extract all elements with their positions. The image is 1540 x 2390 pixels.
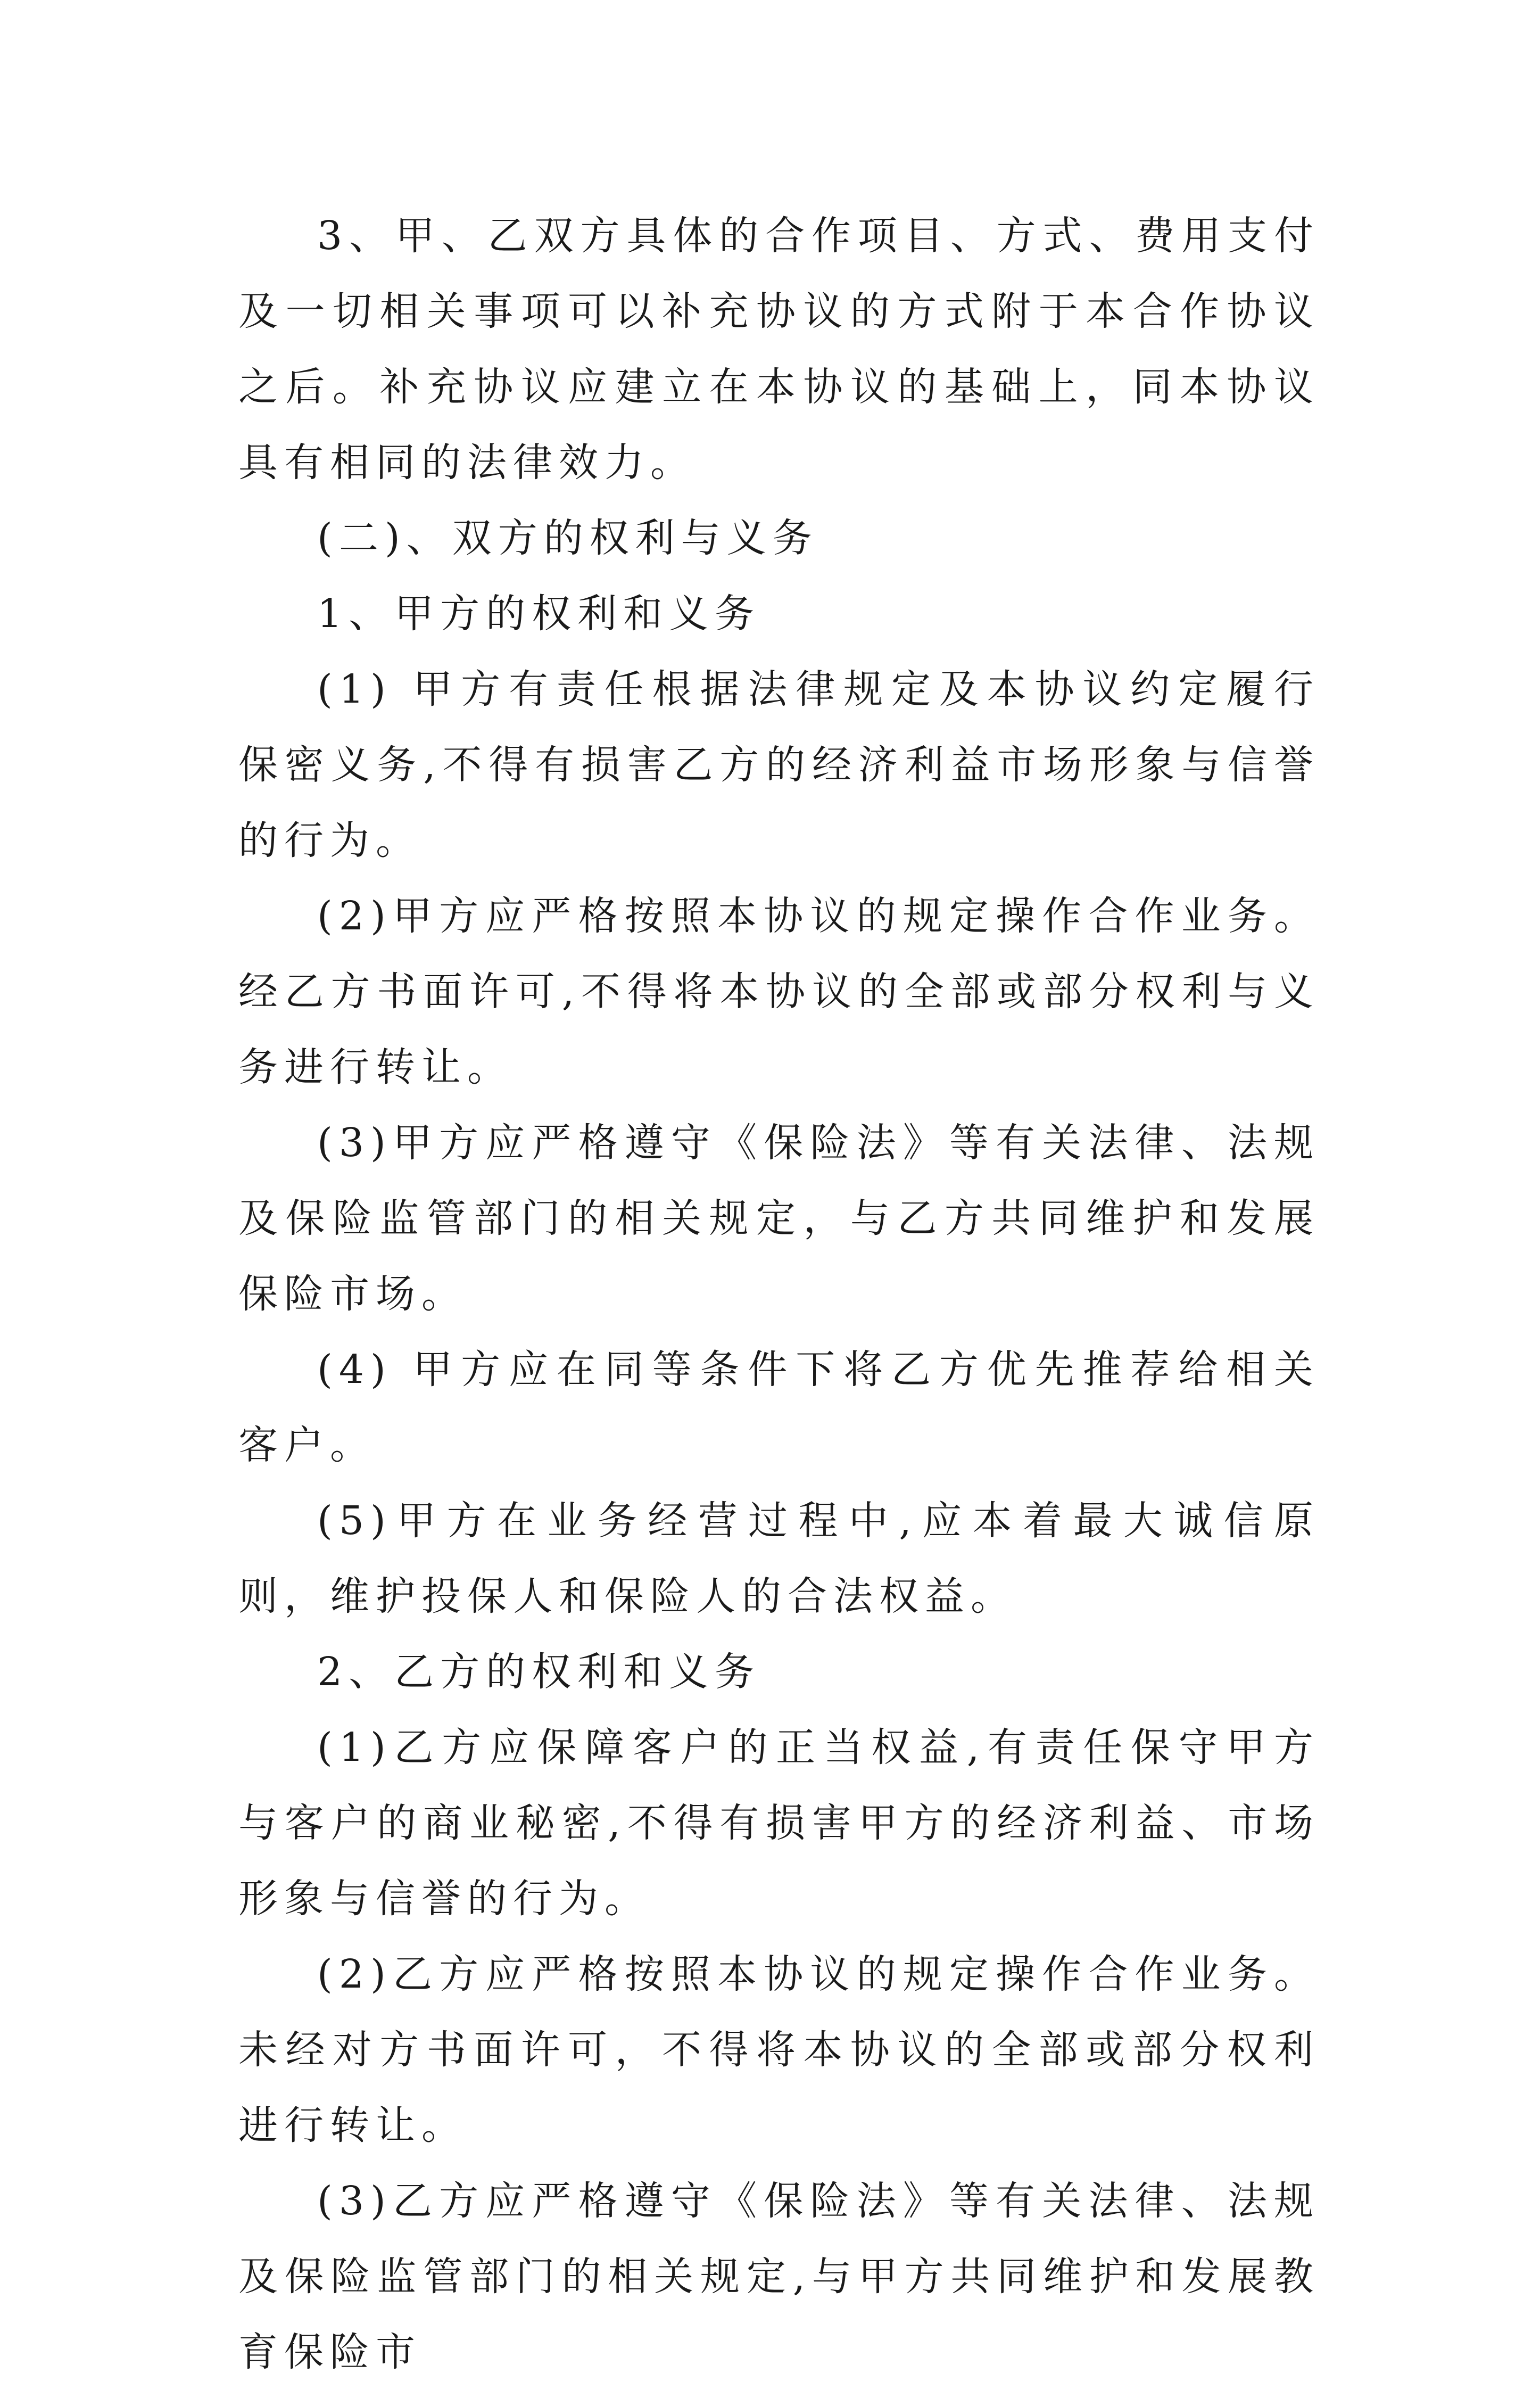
paragraph-party-a-2: (2)甲方应严格按照本协议的规定操作合作业务。经乙方书面许可,不得将本协议的全部或部分权利与义务进行转让。 xyxy=(238,893,1320,1090)
paragraph-party-a-3: (3)甲方应严格遵守《保险法》等有关法律、法规及保险监管部门的相关规定，与乙方共同维护和发展保险市场。 xyxy=(238,1120,1320,1317)
subheading-party-b: 2、乙方的权利和义务 xyxy=(317,1649,761,1695)
document-body xyxy=(238,198,1320,2390)
paragraph-clause-3: 3、甲、乙双方具体的合作项目、方式、费用支付及一切相关事项可以补充协议的方式附于本合作协议之后。补充协议应建立在本协议的基础上，同本协议具有相同的法律效力。 xyxy=(238,213,1320,485)
paragraph-party-b-3: (3)乙方应严格遵守《保险法》等有关法律、法规及保险监管部门的相关规定,与甲方共同维护和发展教育保险市 xyxy=(238,2178,1320,2375)
subheading-party-a: 1、甲方的权利和义务 xyxy=(317,591,761,637)
paragraph-party-b-2: (2)乙方应严格按照本协议的规定操作合作业务。未经对方书面许可，不得将本协议的全部或部分权利进行转让。 xyxy=(238,1951,1320,2148)
paragraph-party-b-1: (1)乙方应保障客户的正当权益,有责任保守甲方与客户的商业秘密,不得有损害甲方的经济利益、市场形象与信誉的行为。 xyxy=(238,1725,1320,1922)
section-heading-rights-obligations: (二)、双方的权利与义务 xyxy=(317,515,818,561)
paragraph-party-a-1: (1) 甲方有责任根据法律规定及本协议约定履行保密义务,不得有损害乙方的经济利益市场形象与信誉的行为。 xyxy=(238,666,1320,863)
paragraph-party-a-5: (5)甲方在业务经营过程中,应本着最大诚信原则，维护投保人和保险人的合法权益。 xyxy=(238,1498,1320,1619)
paragraph-party-a-4: (4) 甲方应在同等条件下将乙方优先推荐给相关客户。 xyxy=(238,1347,1320,1468)
